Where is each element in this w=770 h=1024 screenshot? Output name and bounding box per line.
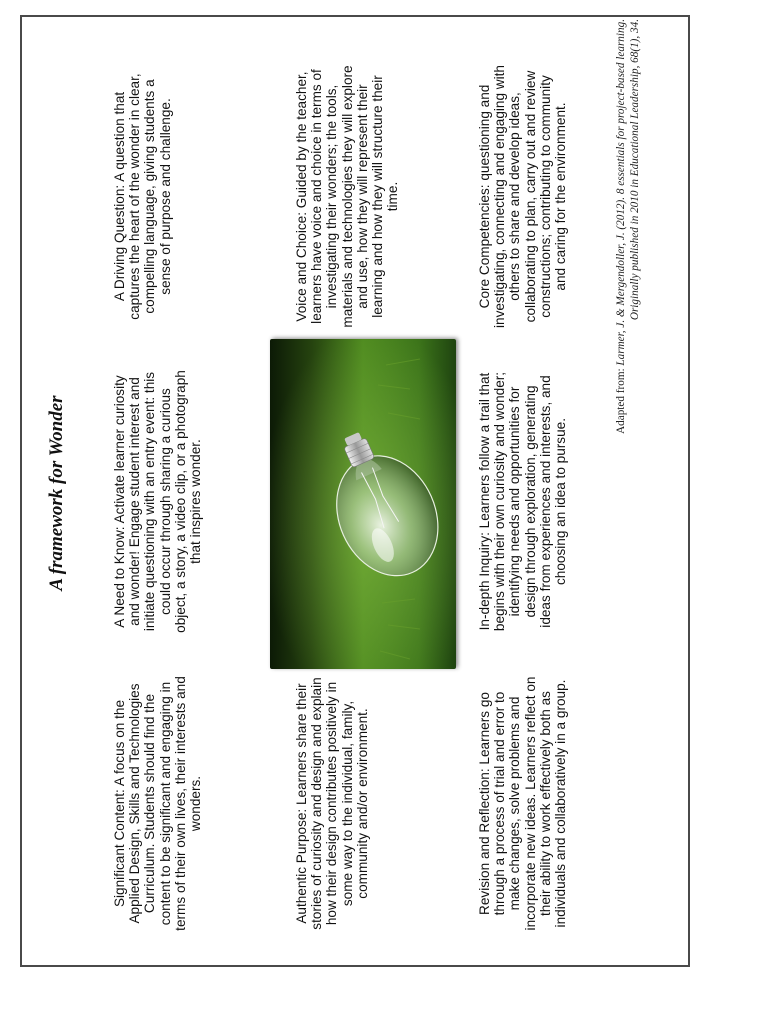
need-to-know-text: A Need to Know: Activate learner curiosity and wonder! Engage student interest and initiate questioning with an entry event: this could occur through sharing a curious object, a story, a video clip, or a photograph that inspires wonder. — [112, 370, 204, 633]
in-depth-inquiry-text: In-depth Inquiry: Learners follow a trail that begins with their own curiosity and wonder; identifying needs and opportunities for design through exploration, generating ideas from experiences and interests, and choosing an idea to pursue. — [477, 371, 569, 632]
significant-content-text: Significant Content: A focus on the Applied Design, Skills and Technologies Curriculum. Students should find the content to be significant and engaging in terms of their own lives, their interests and wonders. — [112, 676, 204, 931]
revision-and-reflection-text: Revision and Reflection: Learners go through a process of trial and error to make changes, solve problems and incorporate new ideas. Learners reflect on their ability to work effectively both as individuals and collaboratively in a group. — [477, 676, 569, 931]
document-page — [20, 15, 690, 967]
core-competencies-text: Core Competencies: questioning and investigating, connecting and engaging with others to share and develop ideas, collaborating to plan, carry out and review constructions; contributing to community and caring for the environment. — [477, 65, 569, 329]
authentic-purpose-text: Authentic Purpose: Learners share their stories of curiosity and design and explain how their design contributes positively in some way to the individual, family, community and/or environment. — [294, 677, 370, 930]
citation — [614, 19, 642, 789]
citation-line-2 — [628, 19, 642, 789]
light-bulb-image — [270, 339, 456, 669]
light-bulb-photo — [270, 339, 456, 669]
rotated-sheet — [22, 17, 690, 967]
citation-original: Originally published in 2010 in Educational Leadership, 68(1), 34. — [629, 19, 641, 321]
voice-and-choice-text: Voice and Choice: Guided by the teacher, learners have voice and choice in terms of investigating their wonders; the tools, materials and technologies they will explore and use, how they will represent their learning and how they will structure their time. — [294, 65, 401, 328]
driving-question-text: A Driving Question: A question that captures the heart of the wonder in clear, compelling language, giving students a sense of purpose and challenge. — [112, 73, 173, 320]
page-title: A framework for Wonder — [46, 395, 67, 591]
citation-line-1 — [614, 19, 628, 789]
citation-source: Larmer, J. & Mergendoller, J. (2012). 8 essentials for project-based learning. — [615, 19, 627, 366]
citation-prefix: Adapted from: — [615, 365, 627, 434]
